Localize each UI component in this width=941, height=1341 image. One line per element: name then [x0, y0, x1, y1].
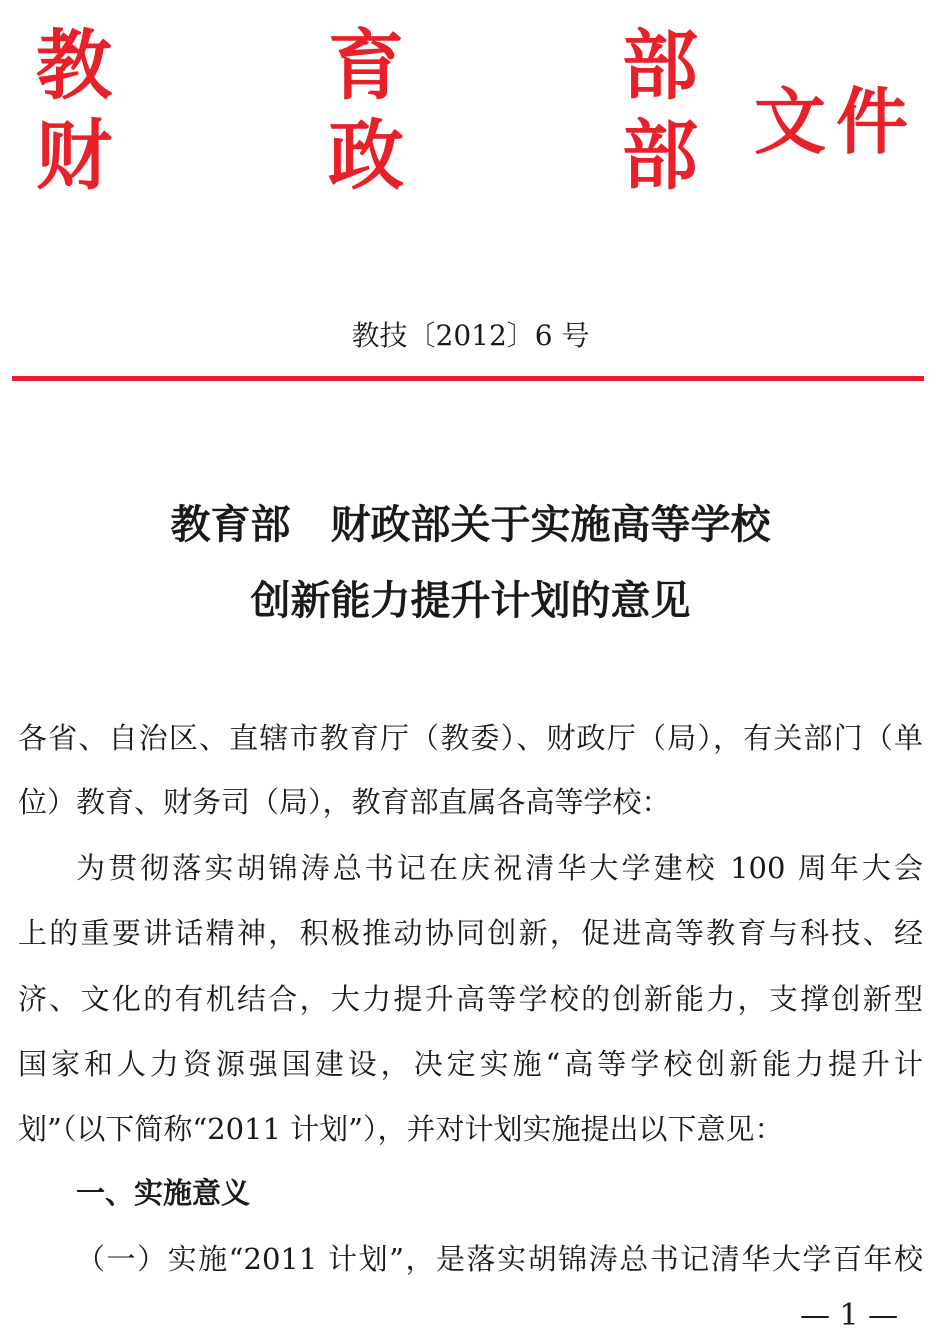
issuer-char-2-2: 政 [328, 111, 404, 200]
body-line-9: （一）实施“2011 计划”，是落实胡锦涛总书记清华大学百年校 [76, 1242, 923, 1276]
issuer-char-1-2: 育 [328, 21, 404, 110]
issuer-char-2-3: 部 [622, 111, 698, 200]
document-number: 教技〔2012〕6 号 [351, 319, 590, 352]
document-title-line-1: 教育部 财政部关于实施高等学校 [170, 502, 771, 548]
red-divider [12, 376, 924, 381]
document-label: 文件 [754, 80, 919, 164]
section-heading: 一、实施意义 [76, 1176, 251, 1210]
issuer-char-2-1: 财 [36, 111, 112, 200]
body-line-2: 位）教育、财务司（局），教育部直属各高等学校： [18, 785, 671, 819]
body-line-3: 为贯彻落实胡锦涛总书记在庆祝清华大学建校 100 周年大会 [76, 851, 923, 885]
body-line-4: 上的重要讲话精神，积极推动协同创新，促进高等教育与科技、经 [18, 916, 923, 950]
body-line-6: 国家和人力资源强国建设，决定实施“高等学校创新能力提升计 [18, 1047, 923, 1081]
document-title-line-2: 创新能力提升计划的意见 [250, 578, 691, 624]
body-line-5: 济、文化的有机结合，大力提升高等学校的创新能力，支撑创新型 [18, 982, 923, 1016]
issuer-char-1-3: 部 [622, 21, 698, 110]
body-line-1: 各省、自治区、直辖市教育厅（教委）、财政厅（局），有关部门（单 [18, 721, 923, 755]
body-line-7: 划”（以下简称“2011 计划”），并对计划实施提出以下意见： [18, 1112, 784, 1146]
issuer-char-1-1: 教 [36, 21, 112, 110]
page-number: — 1 — [800, 1298, 899, 1333]
